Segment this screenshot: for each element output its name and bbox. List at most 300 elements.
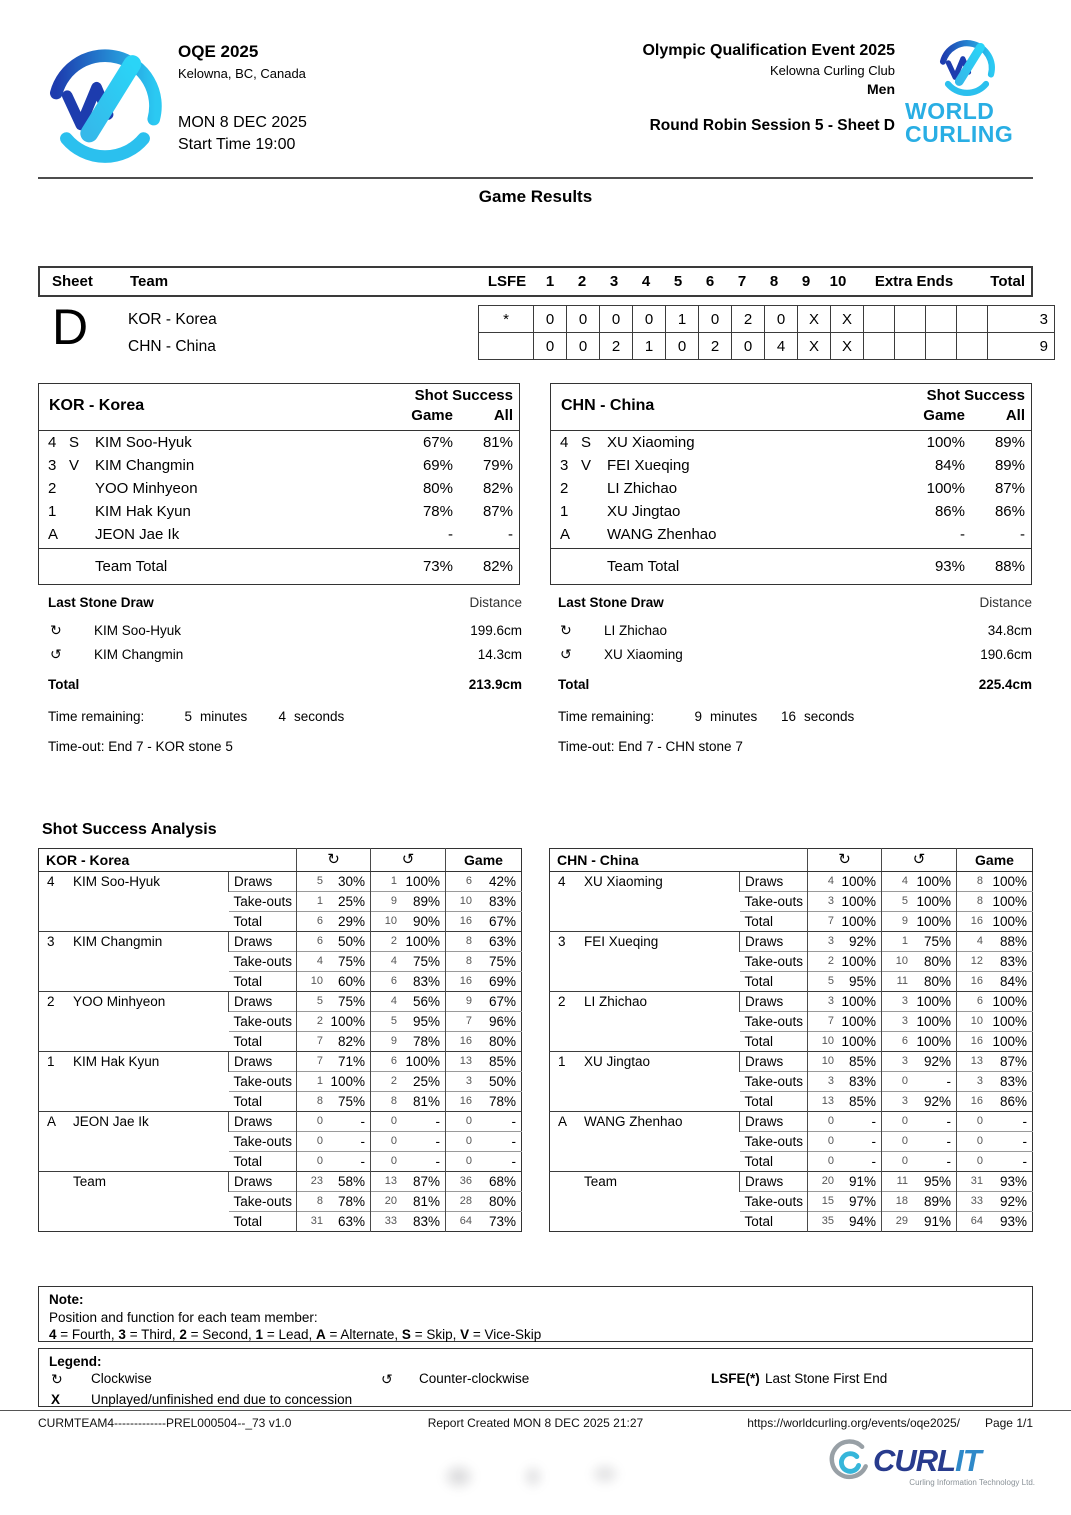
shot-pct: 50% xyxy=(337,934,365,949)
analysis-player-position: A xyxy=(47,1114,57,1129)
shot-count: 0 xyxy=(901,1075,908,1087)
team-total-game: 73% xyxy=(422,558,453,575)
stat-cell xyxy=(297,872,371,892)
total-score: 3 xyxy=(988,306,1055,333)
shot-type-label: Draws xyxy=(740,1172,808,1192)
shot-count: 7 xyxy=(316,1055,323,1067)
stat-cell xyxy=(882,1172,957,1192)
shot-count: 10 xyxy=(459,895,472,907)
stat-cell xyxy=(882,1072,957,1092)
shot-pct: 92% xyxy=(923,1094,951,1109)
shot-pct: 50% xyxy=(488,1074,516,1089)
shot-pct: 63% xyxy=(488,934,516,949)
minutes-label: minutes xyxy=(200,709,248,724)
end-8-score: 0 xyxy=(765,306,798,333)
stat-cell xyxy=(371,1132,446,1152)
shot-pct: 97% xyxy=(848,1194,876,1209)
shot-pct: 100% xyxy=(330,1014,365,1029)
stat-cell xyxy=(297,1212,371,1232)
legend-row-2 xyxy=(39,1392,1032,1411)
event-url-link[interactable]: https://worldcurling.org/events/oqe2025/ xyxy=(747,1416,960,1430)
stat-cell xyxy=(446,1212,522,1232)
shot-count: 2 xyxy=(390,1075,397,1087)
player-function: S xyxy=(581,434,592,451)
analysis-player-cell xyxy=(550,1052,740,1112)
lsd-throw-row xyxy=(38,621,524,645)
seconds-label: seconds xyxy=(294,709,345,724)
analysis-player-cell xyxy=(39,1112,229,1172)
shot-count: 3 xyxy=(901,1095,908,1107)
analysis-player-position: 2 xyxy=(47,994,55,1009)
shot-count: 7 xyxy=(465,1015,472,1027)
last-stone-draw-chn xyxy=(548,593,1034,763)
analysis-player-position: 3 xyxy=(558,934,566,949)
shot-count: 0 xyxy=(316,1115,323,1127)
player-all-pct: - xyxy=(508,526,513,543)
shot-pct: - xyxy=(511,1114,516,1129)
shot-count: 0 xyxy=(827,1155,834,1167)
team-box-header xyxy=(39,384,519,431)
analysis-player-cell xyxy=(550,872,740,932)
timeout-info: Time-out: End 7 - KOR stone 5 xyxy=(48,739,233,754)
player-row xyxy=(39,503,519,526)
shot-type-label: Draws xyxy=(740,932,808,952)
shot-type-label: Draws xyxy=(229,1172,297,1192)
stat-cell xyxy=(297,1112,371,1132)
legend-box xyxy=(38,1348,1033,1407)
stat-cell xyxy=(882,1152,957,1172)
shot-pct: 100% xyxy=(992,914,1027,929)
shot-count: 23 xyxy=(310,1175,323,1187)
world-curling-wordmark-logo xyxy=(901,36,1033,147)
end-2-score: 0 xyxy=(567,333,600,360)
player-name: KIM Soo-Hyuk xyxy=(95,434,192,451)
shot-count: 0 xyxy=(316,1155,323,1167)
shot-count: 10 xyxy=(821,1055,834,1067)
shot-count: 3 xyxy=(465,1075,472,1087)
analysis-player-name: YOO Minhyeon xyxy=(73,994,166,1009)
shot-pct: 56% xyxy=(412,994,440,1009)
scoreboard-header xyxy=(38,266,1033,297)
stat-cell xyxy=(808,1092,882,1112)
stat-cell xyxy=(957,1152,1033,1172)
player-game-pct: 100% xyxy=(926,480,965,497)
end-header-6: 6 xyxy=(705,273,715,290)
shot-pct: 67% xyxy=(488,914,516,929)
lsfe-label: Last Stone First End xyxy=(765,1371,888,1386)
shot-count: 6 xyxy=(390,975,397,987)
lsd-distance: 199.6cm xyxy=(470,623,522,638)
player-function: S xyxy=(69,434,80,451)
shot-pct: 83% xyxy=(999,1074,1027,1089)
shot-pct: 80% xyxy=(923,954,951,969)
shot-count: 10 xyxy=(310,975,323,987)
shot-type-label: Draws xyxy=(740,872,808,892)
counter-clockwise-label: Counter-clockwise xyxy=(419,1371,530,1386)
shot-pct: 100% xyxy=(841,874,876,889)
lsd-throw-row xyxy=(548,621,1034,645)
x-label: Unplayed/unfinished end due to concession xyxy=(91,1392,353,1407)
shot-count: 8 xyxy=(465,935,472,947)
end-7-score: 0 xyxy=(732,333,765,360)
shot-count: 5 xyxy=(901,895,908,907)
player-all-pct: 89% xyxy=(994,434,1025,451)
shot-pct: 78% xyxy=(337,1194,365,1209)
shot-pct: - xyxy=(946,1134,951,1149)
stat-cell xyxy=(371,992,446,1012)
shot-type-label: Take-outs xyxy=(229,1012,297,1032)
stat-cell xyxy=(808,1052,882,1072)
analysis-row xyxy=(550,932,1033,952)
session-title: Round Robin Session 5 - Sheet D xyxy=(649,117,895,134)
venue: Kelowna Curling Club xyxy=(769,63,895,78)
extra-end-3 xyxy=(926,306,957,333)
header-divider xyxy=(38,177,1033,179)
team-box-title: KOR - Korea xyxy=(49,397,145,414)
player-game-pct: 67% xyxy=(422,434,453,451)
note-def-text: = Third, xyxy=(125,1327,180,1342)
lsd-total-distance: 225.4cm xyxy=(978,677,1032,692)
player-position: 1 xyxy=(48,503,57,520)
stat-cell xyxy=(297,1172,371,1192)
player-all-pct: - xyxy=(1020,526,1025,543)
shot-count: 35 xyxy=(821,1215,834,1227)
clockwise-icon: ↻ xyxy=(51,1371,63,1387)
shot-pct: - xyxy=(360,1134,365,1149)
shot-pct: 63% xyxy=(337,1214,365,1229)
player-name: JEON Jae Ik xyxy=(95,526,180,543)
shot-count: 0 xyxy=(901,1135,908,1147)
shot-count: 16 xyxy=(970,915,983,927)
shot-count: 20 xyxy=(384,1195,397,1207)
analysis-player-cell xyxy=(550,992,740,1052)
shot-pct: 60% xyxy=(337,974,365,989)
shot-type-label: Total xyxy=(229,972,297,992)
shot-count: 5 xyxy=(390,1015,397,1027)
player-position: 3 xyxy=(560,457,569,474)
shot-pct: - xyxy=(511,1154,516,1169)
shot-count: 29 xyxy=(895,1215,908,1227)
player-name: XU Xiaoming xyxy=(607,434,695,451)
curlit-wordmark: CURLIT xyxy=(873,1443,981,1478)
sheet-column-header: Sheet xyxy=(52,273,93,290)
end-2-score: 0 xyxy=(567,306,600,333)
stat-cell xyxy=(446,1192,522,1212)
analysis-row xyxy=(39,1052,522,1072)
stat-cell xyxy=(371,1032,446,1052)
shot-count: 20 xyxy=(821,1175,834,1187)
shot-count: 5 xyxy=(827,975,834,987)
stat-cell xyxy=(957,1192,1033,1212)
shot-count: 0 xyxy=(465,1155,472,1167)
lsd-distance: 190.6cm xyxy=(980,647,1032,662)
stat-cell xyxy=(808,1172,882,1192)
analysis-player-position: 4 xyxy=(558,874,566,889)
all-col-label: All xyxy=(493,407,513,424)
end-10-score: X xyxy=(831,333,864,360)
scoreboard-grid xyxy=(478,305,1055,360)
team-box-header xyxy=(551,384,1031,431)
player-game-pct: - xyxy=(960,526,965,543)
end-header-1: 1 xyxy=(545,273,555,290)
shot-type-label: Total xyxy=(229,1212,297,1232)
end-header-5: 5 xyxy=(673,273,683,290)
shot-count: 8 xyxy=(316,1095,323,1107)
shot-pct: 89% xyxy=(412,894,440,909)
player-position: 4 xyxy=(560,434,569,451)
shot-count: 4 xyxy=(976,935,983,947)
analysis-player-cell xyxy=(39,992,229,1052)
counter_clockwise-icon: ↺ xyxy=(560,646,572,662)
shot-count: 2 xyxy=(827,955,834,967)
team-total-row xyxy=(39,548,519,585)
time-remaining-seconds: 4 xyxy=(278,709,286,724)
analysis-player-cell xyxy=(550,1172,740,1232)
shot-success-label: Shot Success xyxy=(414,387,513,404)
lsd-total-label: Total xyxy=(48,677,80,692)
shot-pct: 100% xyxy=(916,994,951,1009)
player-name: FEI Xueqing xyxy=(607,457,690,474)
stat-cell xyxy=(957,1072,1033,1092)
shot-type-label: Total xyxy=(229,912,297,932)
seconds-label: seconds xyxy=(804,709,855,724)
shot-count: 12 xyxy=(970,955,983,967)
stat-cell xyxy=(371,932,446,952)
analysis-row xyxy=(550,992,1033,1012)
player-name: YOO Minhyeon xyxy=(95,480,198,497)
shot-pct: - xyxy=(871,1114,876,1129)
shot-pct: 80% xyxy=(488,1034,516,1049)
lsd-player-name: XU Xiaoming xyxy=(604,647,683,662)
last-stone-draw-kor xyxy=(38,593,524,763)
stat-cell xyxy=(882,1052,957,1072)
player-name: XU Jingtao xyxy=(607,503,681,520)
end-header-8: 8 xyxy=(769,273,779,290)
player-name: KIM Hak Kyun xyxy=(95,503,191,520)
curlit-subtitle: Curling Information Technology Ltd. xyxy=(909,1478,1035,1487)
team-name-kor: KOR - Korea xyxy=(128,311,217,328)
analysis-player-name: XU Xiaoming xyxy=(584,874,663,889)
shot-type-label: Take-outs xyxy=(740,1072,808,1092)
shot-type-label: Draws xyxy=(229,992,297,1012)
analysis-player-cell xyxy=(550,932,740,992)
category: Men xyxy=(867,81,895,97)
event-location: Kelowna, BC, Canada xyxy=(178,66,306,81)
shot-pct: 95% xyxy=(923,1174,951,1189)
player-name: LI Zhichao xyxy=(607,480,678,497)
end-4-score: 1 xyxy=(633,333,666,360)
shot-count: 0 xyxy=(827,1115,834,1127)
shot-pct: 80% xyxy=(923,974,951,989)
stat-cell xyxy=(882,1212,957,1232)
shot-pct: 100% xyxy=(405,934,440,949)
player-game-pct: 100% xyxy=(926,434,965,451)
shot-pct: - xyxy=(871,1154,876,1169)
stat-cell xyxy=(297,1032,371,1052)
stat-cell xyxy=(808,1032,882,1052)
analysis-row xyxy=(39,872,522,892)
player-row xyxy=(551,434,1031,457)
shot-pct: 75% xyxy=(488,954,516,969)
player-row xyxy=(39,434,519,457)
note-def-text: = Second, xyxy=(186,1327,256,1342)
analysis-player-cell xyxy=(39,872,229,932)
time-remaining-seconds: 16 xyxy=(780,709,796,724)
page-title: Game Results xyxy=(478,187,593,206)
shot-pct: 95% xyxy=(412,1014,440,1029)
stat-cell xyxy=(808,1192,882,1212)
shot-type-label: Total xyxy=(740,1032,808,1052)
shot-pct: 75% xyxy=(412,954,440,969)
shot-count: 2 xyxy=(390,935,397,947)
shot-count: 36 xyxy=(459,1175,472,1187)
shot-count: 16 xyxy=(970,1035,983,1047)
analysis-row xyxy=(39,992,522,1012)
shot-count: 9 xyxy=(390,1035,397,1047)
shot-count: 0 xyxy=(827,1135,834,1147)
stat-cell xyxy=(446,972,522,992)
lsfe-cell xyxy=(479,333,534,360)
shot-count: 6 xyxy=(465,875,472,887)
analysis-team-name: CHN - China xyxy=(550,849,808,872)
lsd-title: Last Stone Draw xyxy=(558,595,664,610)
stat-cell xyxy=(297,1092,371,1112)
analysis-player-cell xyxy=(550,1112,740,1172)
shot-pct: 69% xyxy=(488,974,516,989)
shot-count: 31 xyxy=(970,1175,983,1187)
shot-count: 4 xyxy=(390,995,397,1007)
stat-cell xyxy=(297,1052,371,1072)
shot-pct: 83% xyxy=(488,894,516,909)
lsfe-column-header: LSFE xyxy=(487,273,527,290)
stat-cell xyxy=(371,1092,446,1112)
stat-cell xyxy=(371,1072,446,1092)
shot-count: 0 xyxy=(976,1135,983,1147)
clockwise-icon: ↻ xyxy=(297,849,371,872)
sheet-letter: D xyxy=(52,299,89,355)
stat-cell xyxy=(446,992,522,1012)
note-def-key: S xyxy=(401,1327,411,1342)
stat-cell xyxy=(297,1012,371,1032)
shot-count: 3 xyxy=(827,1075,834,1087)
end-1-score: 0 xyxy=(534,333,567,360)
counter-clockwise-icon: ↺ xyxy=(882,849,957,872)
lsd-throws xyxy=(548,621,1034,669)
note-line1: Position and function for each team member: xyxy=(49,1310,318,1325)
end-5-score: 1 xyxy=(666,306,699,333)
stat-cell xyxy=(371,1112,446,1132)
stat-cell xyxy=(371,1192,446,1212)
lsd-player-name: LI Zhichao xyxy=(604,623,668,638)
clockwise-label: Clockwise xyxy=(91,1371,152,1386)
shot-pct: 85% xyxy=(848,1054,876,1069)
shot-type-label: Take-outs xyxy=(740,1012,808,1032)
shot-pct: 83% xyxy=(412,974,440,989)
shot-count: 1 xyxy=(316,1075,323,1087)
shot-count: 0 xyxy=(390,1115,397,1127)
shot-pct: 83% xyxy=(848,1074,876,1089)
clockwise-icon: ↻ xyxy=(808,849,882,872)
stat-cell xyxy=(957,1052,1033,1072)
shot-type-label: Take-outs xyxy=(229,892,297,912)
time-remaining-label: Time remaining: xyxy=(558,709,655,724)
world-curling-logo-mark-small xyxy=(936,36,998,98)
shot-count: 5 xyxy=(316,995,323,1007)
stat-cell xyxy=(371,1172,446,1192)
shot-pct: 100% xyxy=(992,1034,1027,1049)
note-def-text: = Vice-Skip xyxy=(469,1327,542,1342)
shot-pct: 92% xyxy=(999,1194,1027,1209)
total-score: 9 xyxy=(988,333,1055,360)
stat-cell xyxy=(808,1132,882,1152)
player-game-pct: 69% xyxy=(422,457,453,474)
player-position: 1 xyxy=(560,503,569,520)
note-box xyxy=(38,1286,1033,1342)
extra-end-1 xyxy=(864,306,895,333)
shot-pct: 87% xyxy=(999,1054,1027,1069)
event-abbr: OQE 2025 xyxy=(178,42,259,61)
end-header-7: 7 xyxy=(737,273,747,290)
shot-pct: 75% xyxy=(337,954,365,969)
shot-count: 64 xyxy=(970,1215,983,1227)
curlit-logo xyxy=(825,1438,1035,1502)
stat-cell xyxy=(957,932,1033,952)
end-7-score: 2 xyxy=(732,306,765,333)
shot-pct: - xyxy=(1022,1114,1027,1129)
analysis-player-position: 3 xyxy=(47,934,55,949)
lsd-throw-row xyxy=(548,645,1034,669)
x-key: X xyxy=(51,1392,61,1407)
legend-row-1 xyxy=(39,1371,1032,1390)
shot-count: 13 xyxy=(384,1175,397,1187)
shot-pct: 100% xyxy=(841,954,876,969)
end-10-score: X xyxy=(831,306,864,333)
analysis-player-name: XU Jingtao xyxy=(584,1054,651,1069)
shot-count: 11 xyxy=(896,1175,908,1187)
team-name-chn: CHN - China xyxy=(128,338,216,355)
note-def-key: V xyxy=(460,1327,470,1342)
shot-count: 1 xyxy=(901,935,908,947)
shot-count: 10 xyxy=(970,1015,983,1027)
shot-type-label: Draws xyxy=(740,992,808,1012)
shot-pct: 75% xyxy=(923,934,951,949)
shot-count: 7 xyxy=(827,1015,834,1027)
stat-cell xyxy=(446,912,522,932)
shot-pct: 100% xyxy=(916,914,951,929)
stat-cell xyxy=(446,1012,522,1032)
stat-cell xyxy=(808,912,882,932)
shot-type-label: Take-outs xyxy=(229,952,297,972)
stat-cell xyxy=(882,972,957,992)
stat-cell xyxy=(297,1152,371,1172)
stat-cell xyxy=(808,1152,882,1172)
stat-cell xyxy=(371,972,446,992)
scoreboard-grid-body xyxy=(479,306,1055,360)
extra-end-1 xyxy=(864,333,895,360)
stat-cell xyxy=(446,1172,522,1192)
player-position: A xyxy=(560,526,571,543)
team-box-kor xyxy=(38,383,520,585)
legend-title: Legend: xyxy=(49,1354,102,1369)
analysis-player-name: WANG Zhenhao xyxy=(584,1114,683,1129)
shot-count: 0 xyxy=(901,1155,908,1167)
player-row xyxy=(551,480,1031,503)
player-all-pct: 87% xyxy=(482,503,513,520)
shot-count: 0 xyxy=(390,1135,397,1147)
wordmark-line1: WORLD xyxy=(905,98,995,124)
player-position: 2 xyxy=(560,480,569,497)
lsd-distance: 34.8cm xyxy=(987,623,1032,638)
